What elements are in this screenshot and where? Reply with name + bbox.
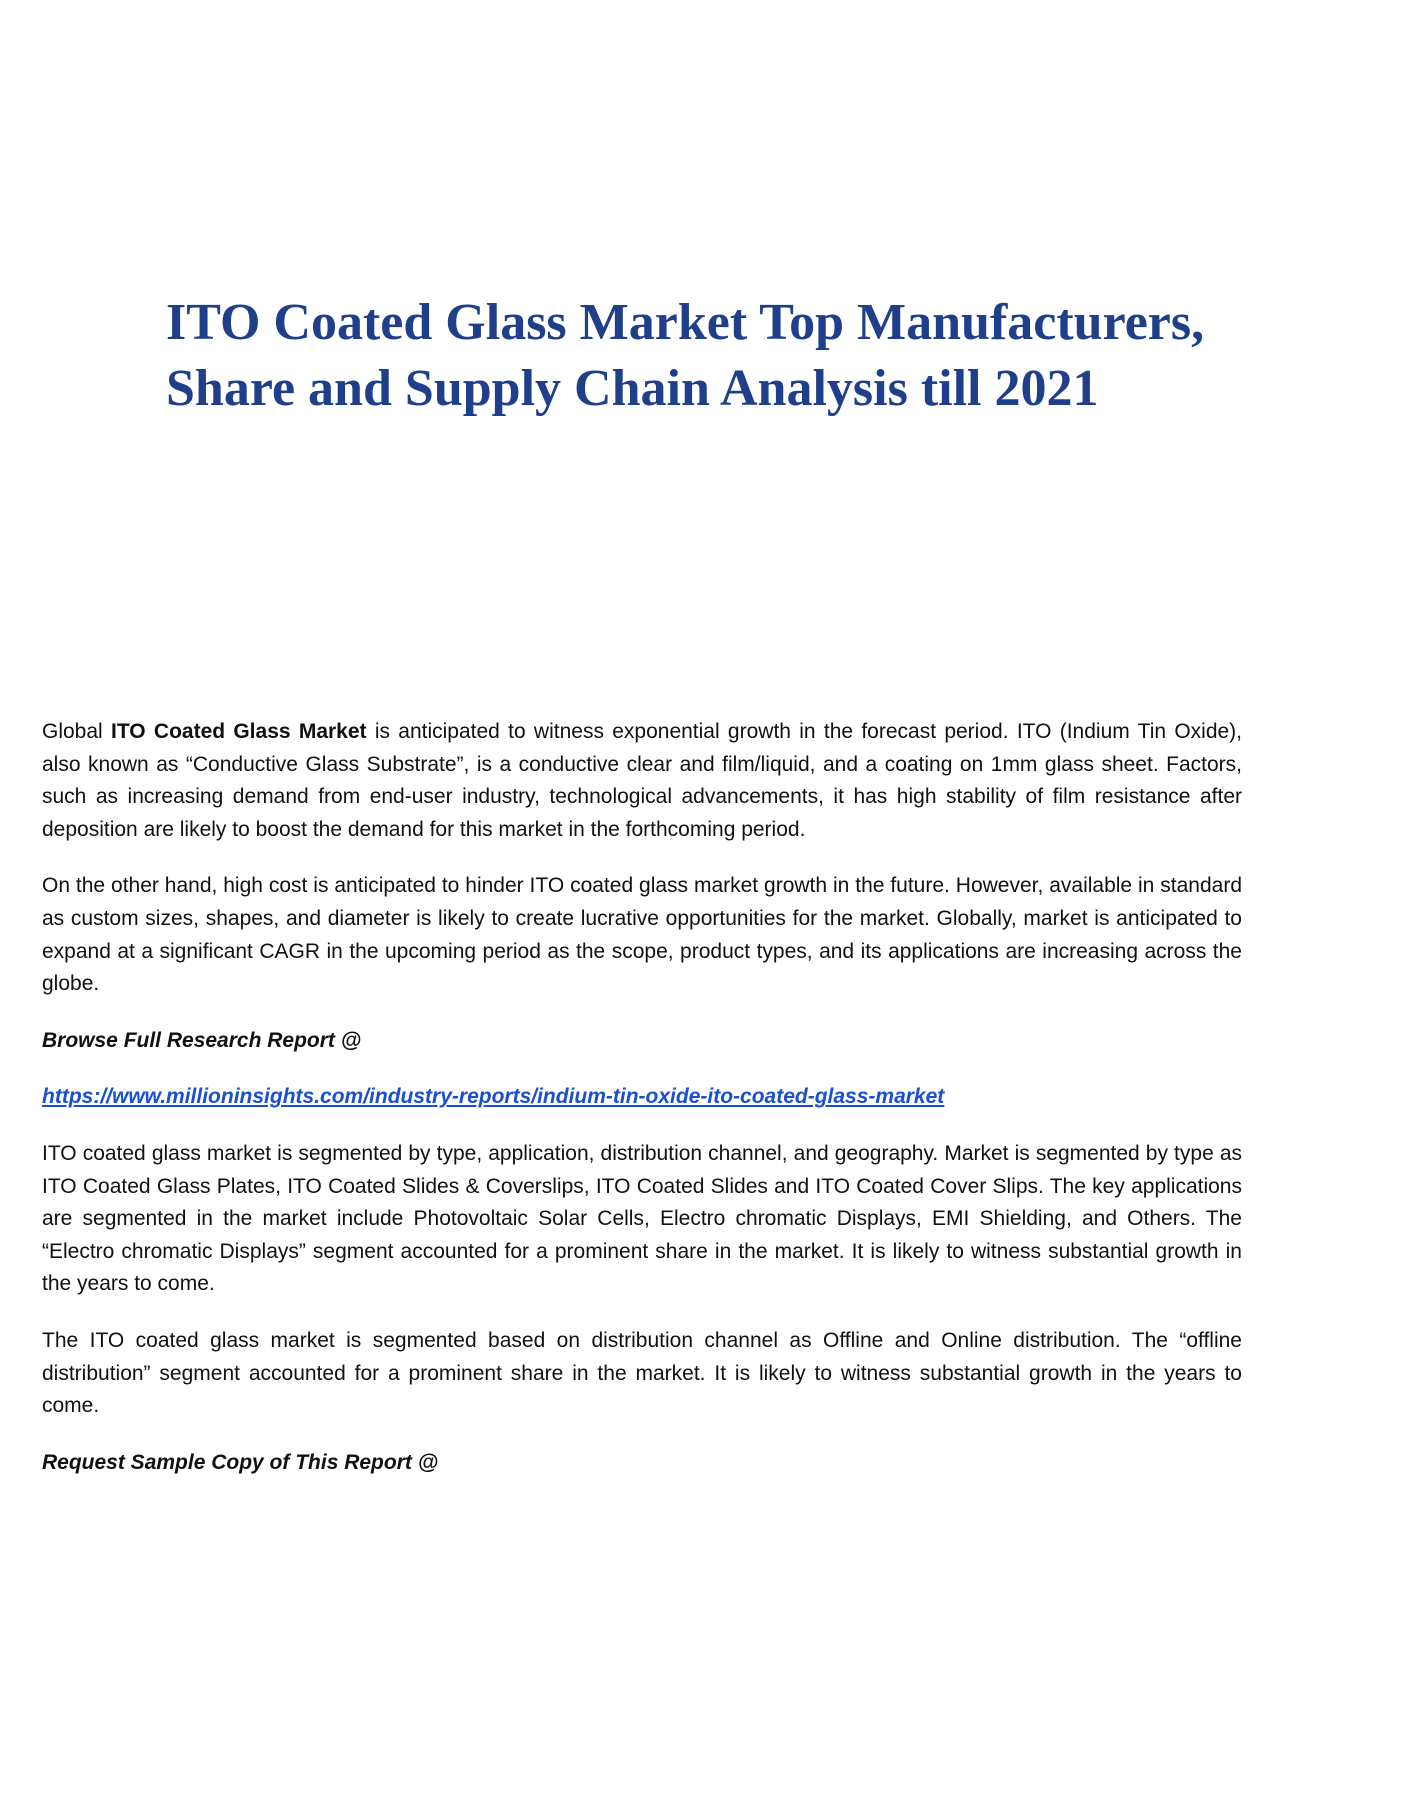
report-link[interactable]: https://www.millioninsights.com/industry-reports/indium-tin-oxide-ito-coated-glass-market (42, 1085, 945, 1109)
restraints-paragraph: On the other hand, high cost is anticipated to hinder ITO coated glass market growth in the future. However, available in standard as custom sizes, shapes, and diameter is likely to create lucrative opportunities for the market. Globally, market is anticipated to expand at a significant CAGR in the upcoming period as the scope, product types, and its applications are increasing across the globe. (42, 874, 1242, 996)
distribution-paragraph: The ITO coated glass market is segmented based on distribution channel as Offline and Online distribution. The “offline distribution” segment accounted for a prominent share in the market. It is likely to witness substantial growth in the years to come. (42, 1328, 1242, 1418)
intro-text: Global (42, 720, 111, 743)
page-title: ITO Coated Glass Market Top Manufacturers, Share and Supply Chain Analysis till 2021 (166, 294, 1205, 417)
browse-report-label: Browse Full Research Report @ (42, 1028, 362, 1052)
request-sample-label: Request Sample Copy of This Report @ (42, 1450, 439, 1474)
market-name: ITO Coated Glass Market (111, 720, 367, 743)
document-body (42, 716, 1242, 1503)
intro-paragraph (42, 716, 1242, 846)
segmentation-paragraph: ITO coated glass market is segmented by type, application, distribution channel, and geography. Market is segmented by type as ITO Coated Glass Plates, ITO Coated Slides & Coverslips, ITO Coated Slides and ITO Coated Cover Slips. The key applications are segmented in the market include Photovoltaic Solar Cells, Electro chromatic Displays, EMI Shielding, and Others. The “Electro chromatic Displays” segment accounted for a prominent share in the market. It is likely to witness substantial growth in the years to come. (42, 1141, 1242, 1296)
intro-text-rest: is anticipated to witness exponential growth in the forecast period. ITO (Indium Tin Oxide), also known as “Conductive Glass Substrate”, is a conductive clear and film/liquid, and a coating on 1mm glass sheet. Factors, such as increasing demand from end-user industry, technological advancements, it has high stability of film resistance after deposition are likely to boost the demand for this market in the forthcoming period. (42, 720, 1243, 841)
